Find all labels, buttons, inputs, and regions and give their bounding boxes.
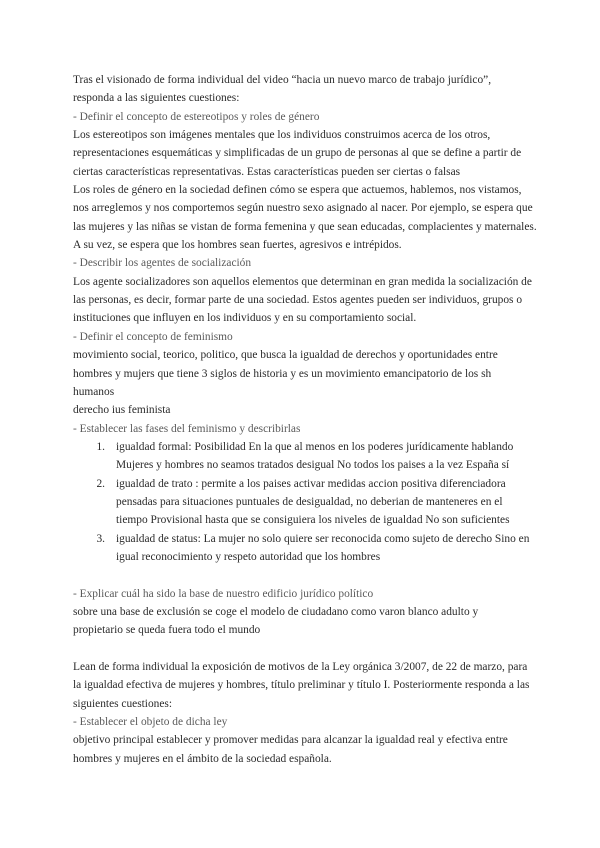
answer-line: Los agente socializadores son aquellos elementos que determinan en gran medida la socialización de — [73, 275, 532, 288]
list-number: 1. — [96, 440, 105, 453]
intro-line: Tras el visionado de forma individual del video “hacia un nuevo marco de trabajo jurídico”, — [73, 74, 492, 86]
answer-line: humanos — [73, 385, 115, 398]
list-item-line: igualdad formal: Posibilidad En la que al menos en los poderes jurídicamente hablando — [116, 440, 514, 453]
answer-line: ciertas características representativas. Estas características pueden ser ciertas o falsas — [73, 165, 461, 178]
answer-line: objetivo principal establecer y promover medidas para alcanzar la igualdad real y efectiva entre — [73, 734, 508, 747]
answer-line: las mujeres y las niñas se vistan de forma femenina y que sean educadas, complacientes y maternales. — [73, 220, 537, 233]
answer-line: propietario se queda fuera todo el mundo — [73, 624, 261, 637]
answer-line: Los roles de género en la sociedad definen cómo se espera que actuemos, hablemos, nos vistamos, — [73, 184, 522, 197]
list-item-line: tiempo Provisional hasta que se consiguiera los niveles de igualdad No son suficientes — [116, 514, 510, 527]
question-heading: - Establecer el objeto de dicha ley — [73, 716, 228, 729]
answer-line: A su vez, se espera que los hombres sean fuertes, agresivos e intrépidos. — [73, 239, 402, 252]
answer-line: nos arreglemos y nos comportemos según nuestro sexo asignado al nacer. Por ejemplo, se espera que — [73, 202, 533, 215]
answer-line: hombres y mujers que tiene 3 siglos de historia y es un movimiento emancipatorio de los sh — [73, 367, 492, 380]
answer-line: representaciones esquemáticas y simplificadas de un grupo de personas al que se define a partir de — [73, 147, 522, 160]
spacer — [73, 640, 533, 658]
section-intro-line: Lean de forma individual la exposición de motivos de la Ley orgánica 3/2007, de 22 de marzo, para — [73, 661, 528, 673]
answer-line: derecho ius feminista — [73, 404, 171, 417]
document-body — [73, 71, 537, 768]
answer-line: hombres y mujeres en el ámbito de la sociedad española. — [73, 752, 332, 765]
numbered-list-item — [73, 438, 533, 475]
list-item-line: Mujeres y hombres no seamos tratados desigual No todos los paises a la vez España sí — [116, 459, 510, 472]
question-heading: - Explicar cuál ha sido la base de nuestro edificio jurídico político — [73, 587, 374, 600]
list-number: 2. — [96, 477, 105, 490]
list-item-line: pensadas para situaciones puntuales de desigualdad, no deberian de manteneres en el — [116, 495, 503, 508]
answer-line: las personas, es decir, formar parte de una sociedad. Estos agentes pueden ser individuos, grupos o — [73, 294, 523, 307]
answer-line: Los estereotipos son imágenes mentales que los individuos construimos acerca de los otros, — [73, 129, 491, 142]
list-item-line: igual reconocimiento y respeto autoridad que los hombres — [116, 550, 381, 563]
answer-line: movimiento social, teorico, politico, que busca la igualdad de derechos y oportunidades entre — [73, 349, 498, 362]
list-item-line: igualdad de status: La mujer no solo quiere ser reconocida como sujeto de derecho Sino en — [116, 532, 530, 545]
section-intro-line: siguientes cuestiones: — [73, 697, 173, 710]
numbered-list-item — [73, 475, 533, 530]
spacer — [73, 566, 533, 584]
answer-line: instituciones que influyen en los individuos y en su comportamiento social. — [73, 312, 417, 325]
answer-line: sobre una base de exclusión se coge el modelo de ciudadano como varon blanco adulto y — [73, 605, 479, 618]
list-number: 3. — [96, 532, 105, 545]
question-heading: - Establecer las fases del feminismo y describirlas — [73, 422, 301, 435]
question-heading: - Describir los agentes de socialización — [73, 257, 252, 270]
question-heading: - Definir el concepto de estereotipos y roles de género — [73, 110, 320, 123]
intro-line: responda a las siguientes cuestiones: — [73, 92, 240, 105]
question-heading: - Definir el concepto de feminismo — [73, 330, 233, 343]
section-intro-line: la igualdad efectiva de mujeres y hombres, título preliminar y título I. Posteriormente responda a las — [73, 679, 530, 692]
numbered-list-item — [73, 530, 533, 567]
list-item-line: igualdad de trato : permite a los paises activar medidas accion positiva diferenciadora — [116, 477, 506, 490]
